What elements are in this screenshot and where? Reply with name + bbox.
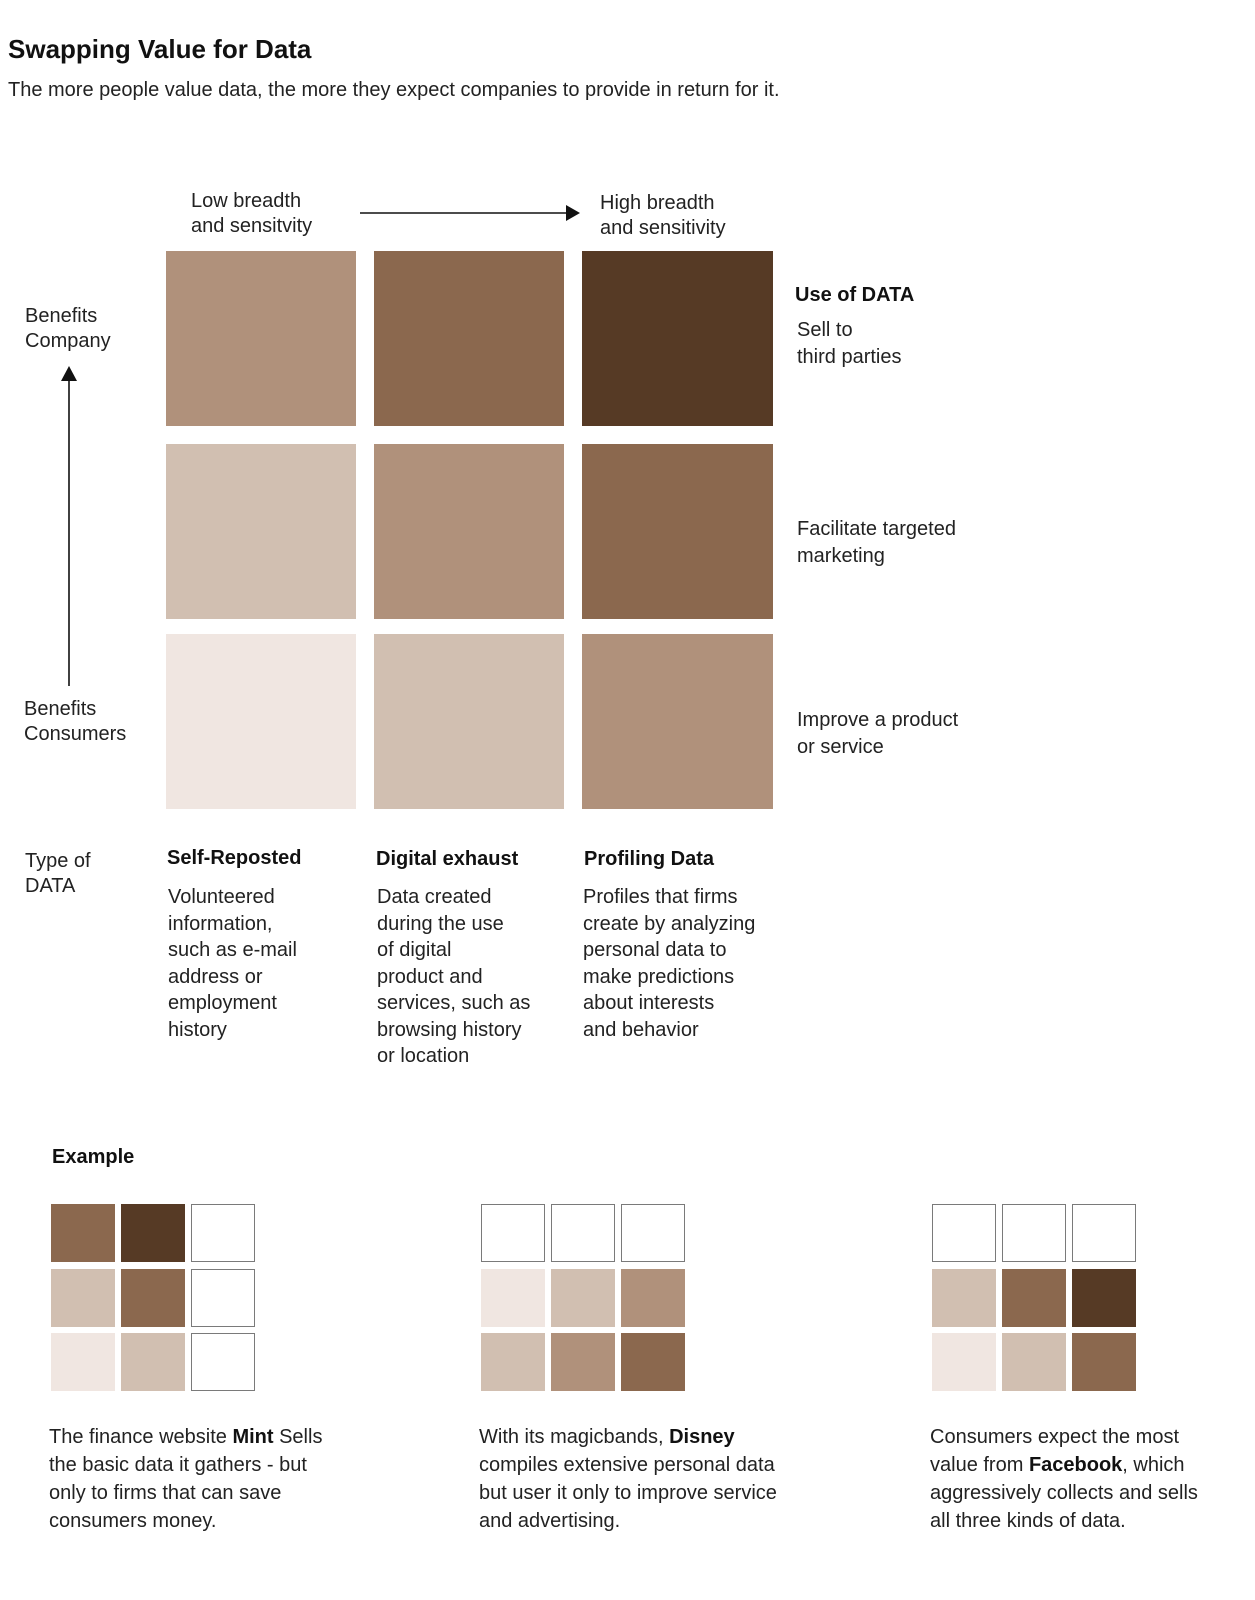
example-caption: With its magicbands, Disney compiles extensive personal data but user it only to improve service and advertising. — [479, 1426, 777, 1532]
use-row-label: Improve a product or service — [797, 709, 959, 758]
matrix-cell — [374, 444, 564, 619]
page-subtitle: The more people value data, the more they expect companies to provide in return for it. — [8, 79, 780, 101]
data-type-name: Digital exhaust — [376, 848, 519, 870]
example-grid-cell — [481, 1333, 545, 1391]
matrix-cell — [166, 444, 356, 619]
example-grid-cell — [481, 1204, 545, 1262]
vertical-arrow-head — [61, 366, 77, 381]
example-grid-cell — [191, 1333, 255, 1391]
example-grid-cell — [1072, 1269, 1136, 1327]
matrix-cell — [166, 251, 356, 426]
data-type-description: Profiles that firms create by analyzing personal data to make predictions about interests and behavior — [583, 886, 756, 1041]
example-grid-cell — [1002, 1204, 1066, 1262]
data-type-name: Self-Reposted — [167, 847, 302, 869]
matrix-cell — [374, 251, 564, 426]
example-grid-cell — [51, 1269, 115, 1327]
high-breadth-label: High breadth and sensitivity — [600, 192, 726, 239]
use-row-label: Facilitate targeted marketing — [797, 518, 956, 567]
type-of-data-label: Type of DATA — [25, 850, 91, 897]
example-grid-cell — [932, 1269, 996, 1327]
data-type-name: Profiling Data — [584, 848, 715, 870]
matrix-cell — [166, 634, 356, 809]
page-title: Swapping Value for Data — [8, 34, 312, 64]
use-row-label: Sell to third parties — [797, 319, 902, 368]
example-grid-cell — [51, 1204, 115, 1262]
example-grid-cell — [481, 1269, 545, 1327]
example-grid-cell — [621, 1269, 685, 1327]
example-grid-cell — [51, 1333, 115, 1391]
use-of-data-header: Use of DATA — [795, 284, 915, 306]
data-type-description: Volunteered information, such as e-mail address or employment history — [168, 886, 297, 1041]
example-caption: Consumers expect the most value from Facebook, which aggressively collects and sells all three kinds of data. — [930, 1426, 1198, 1532]
example-grid-cell — [551, 1204, 615, 1262]
example-grid-cell — [932, 1333, 996, 1391]
matrix-cell — [374, 634, 564, 809]
matrix-cell — [582, 634, 773, 809]
example-grid-cell — [551, 1269, 615, 1327]
data-type-description: Data created during the use of digital product and services, such as browsing history or location — [377, 886, 531, 1067]
example-grid-cell — [621, 1333, 685, 1391]
example-grid-cell — [121, 1333, 185, 1391]
example-grid-cell — [621, 1204, 685, 1262]
low-breadth-label: Low breadth and sensitvity — [191, 190, 313, 237]
benefits-company-label: Benefits Company — [25, 305, 111, 352]
example-grid-cell — [551, 1333, 615, 1391]
example-grid-cell — [1002, 1269, 1066, 1327]
matrix-cell — [582, 444, 773, 619]
example-grid-cell — [1072, 1333, 1136, 1391]
example-caption: The finance website Mint Sells the basic data it gathers - but only to firms that can save consumers money. — [49, 1426, 323, 1532]
horizontal-arrow-head — [566, 205, 580, 221]
example-grid-cell — [191, 1204, 255, 1262]
benefits-consumers-label: Benefits Consumers — [24, 698, 127, 745]
example-label: Example — [52, 1146, 135, 1168]
example-grid-cell — [932, 1204, 996, 1262]
example-grid-cell — [121, 1204, 185, 1262]
company-name: Facebook — [1028, 1454, 1123, 1476]
company-name: Mint — [232, 1426, 274, 1448]
company-name: Disney — [669, 1426, 735, 1448]
matrix-cell — [582, 251, 773, 426]
example-grid-cell — [1002, 1333, 1066, 1391]
example-grid-cell — [191, 1269, 255, 1327]
example-grid-cell — [121, 1269, 185, 1327]
example-grid-cell — [1072, 1204, 1136, 1262]
